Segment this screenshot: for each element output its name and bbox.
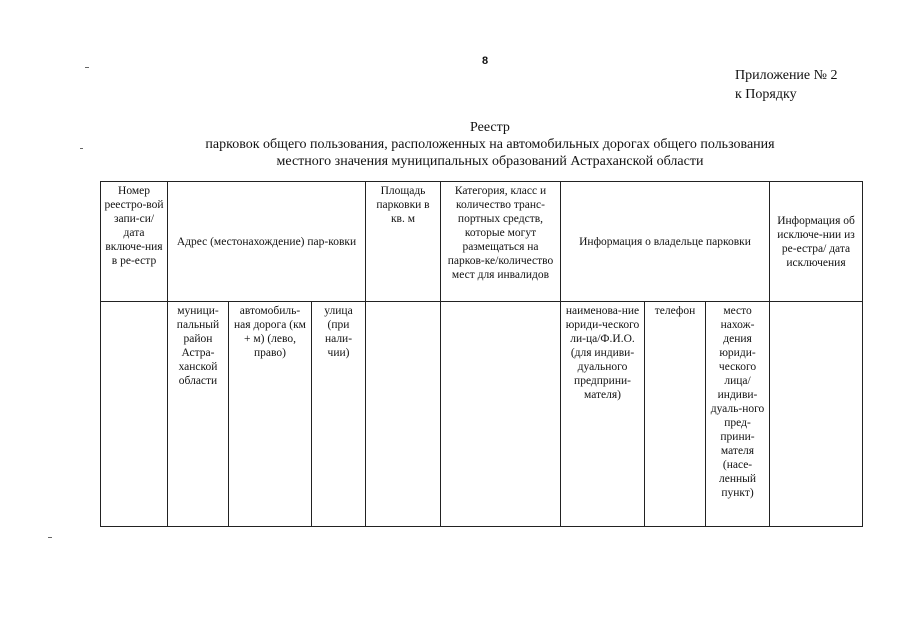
subheader-street: улица (при нали-чии) xyxy=(312,302,366,527)
document-title xyxy=(100,119,880,170)
scan-mark xyxy=(85,67,89,68)
scan-mark xyxy=(80,148,83,149)
header-address: Адрес (местонахождение) пар-ковки xyxy=(168,182,366,302)
title-line-1: Реестр xyxy=(470,120,510,135)
header-record-number: Номер реестро-вой запи-си/дата включе-ния в ре-естр xyxy=(101,182,168,302)
cell-exclusion xyxy=(770,302,863,527)
table-row xyxy=(101,302,863,527)
cell-category xyxy=(441,302,561,527)
header-owner-info: Информация о владельце парковки xyxy=(561,182,770,302)
subheader-phone: телефон xyxy=(645,302,706,527)
subheader-municipal-district: муници-пальный район Астра-ханской области xyxy=(168,302,229,527)
subheader-location: место нахож-дения юриди-ческого лица/ индиви-дуаль-ного пред-прини-мателя (насе-ленный пункт) xyxy=(706,302,770,527)
header-category: Категория, класс и количество транс-портных средств, которые могут размещаться на парков-ке/количество мест для инвалидов xyxy=(441,182,561,302)
header-exclusion: Информация об исключе-нии из ре-естра/ дата исключения xyxy=(770,182,863,302)
cell-area xyxy=(366,302,441,527)
subheader-road: автомобиль-ная дорога (км + м) (лево, право) xyxy=(229,302,312,527)
header-area: Площадь парковки в кв. м xyxy=(366,182,441,302)
page-number: 8 xyxy=(481,55,489,67)
title-line-3: местного значения муниципальных образований Астраханской области xyxy=(276,154,704,169)
appendix-label xyxy=(735,66,838,104)
title-line-2: парковок общего пользования, расположенных на автомобильных дорогах общего пользования xyxy=(205,137,775,152)
cell-record-number xyxy=(101,302,168,527)
subheader-owner-name: наименова-ние юриди-ческого ли-ца/Ф.И.О. (для индиви-дуального предприни-мателя) xyxy=(561,302,645,527)
registry-table xyxy=(100,181,863,527)
appendix-line-1: Приложение № 2 xyxy=(735,68,838,83)
appendix-line-2: к Порядку xyxy=(735,87,797,102)
scan-mark xyxy=(48,537,52,538)
table-header-row xyxy=(101,182,863,302)
